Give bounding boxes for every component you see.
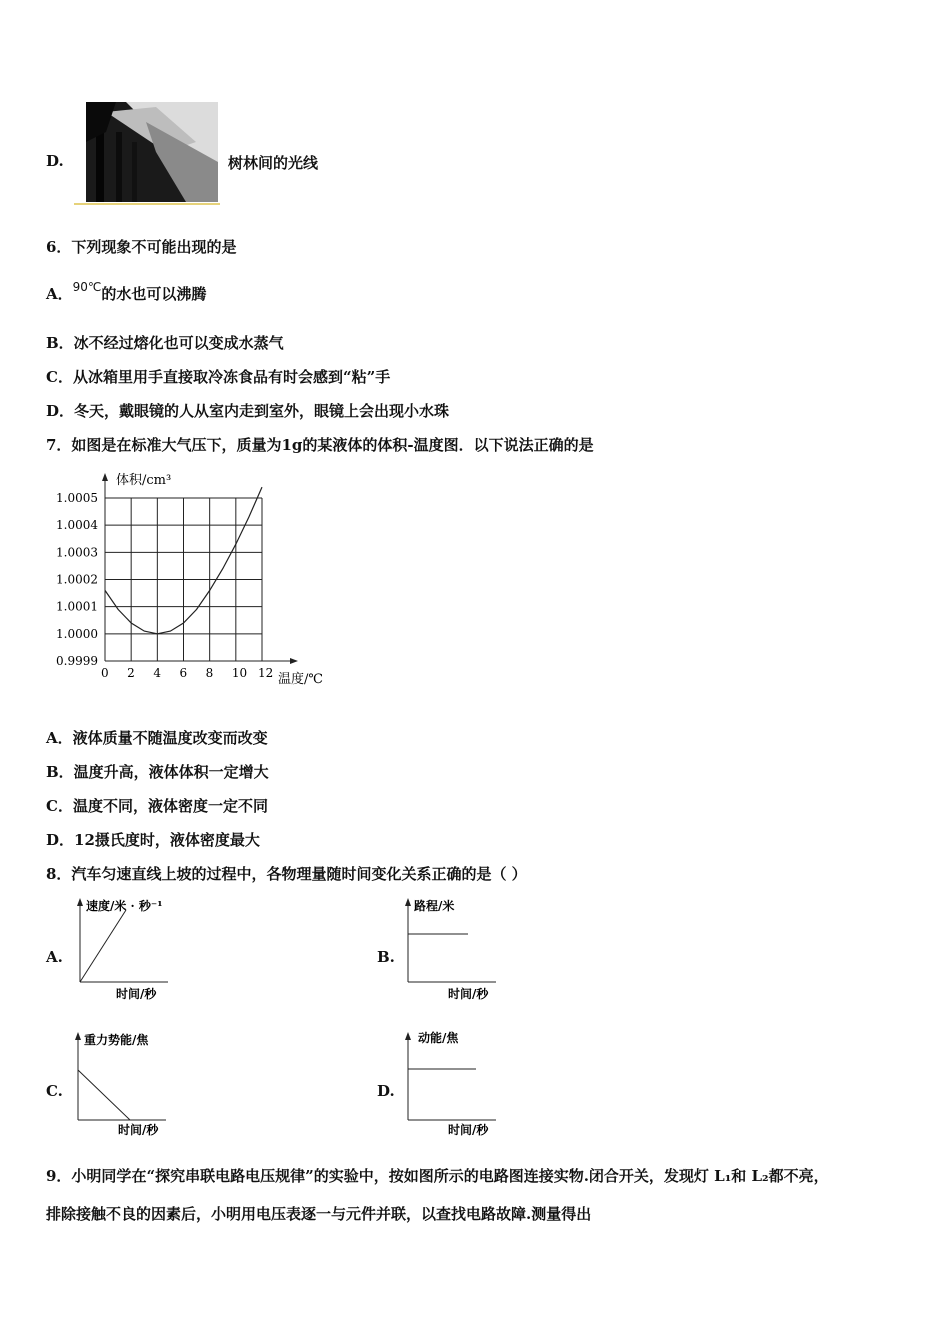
- q8-graph-a-line: [80, 910, 126, 982]
- q7-optD: D．12摄氏度时，液体密度最大: [46, 831, 260, 849]
- q8-graph-a: [70, 896, 210, 1006]
- x-axis-arrow: [290, 658, 298, 664]
- chart-ylabel: 体积/cm³: [116, 473, 172, 488]
- q8-stem: 8．汽车匀速直线上坡的过程中，各物理量随时间变化关系正确的是（ ）: [46, 865, 527, 883]
- q8-graph-c: [68, 1030, 208, 1140]
- q8-graph-d: [398, 1030, 538, 1140]
- q7-optA: A．液体质量不随温度改变而改变: [46, 729, 268, 747]
- q7-stem: 7．如图是在标准大气压下，质量为1g的某液体的体积-温度图．以下说法正确的是: [46, 436, 594, 454]
- q8-graphB-letter: B.: [377, 948, 395, 966]
- y-tick-label: 1.0000: [56, 626, 98, 641]
- y-tick-label: 1.0003: [56, 545, 98, 560]
- volume-temperature-chart: [50, 470, 340, 690]
- q8-graphA-letter: A.: [46, 948, 63, 966]
- q8-graph-b: [398, 896, 538, 1006]
- chart-xlabel: 温度/℃: [278, 672, 323, 687]
- q8-graph-b-xlabel: 时间/秒: [448, 987, 489, 1001]
- q9-line1: 9．小明同学在“探究串联电路电压规律”的实验中，按如图所示的电路图连接实物.闭合开关，发现灯 L₁和 L₂都不亮，: [46, 1167, 829, 1185]
- q8-graph-b-ylabel: 路程/米: [414, 899, 455, 913]
- q9-line2: 排除接触不良的因素后，小明用电压表逐一与元件并联，以查找电路故障.测量得出: [46, 1205, 592, 1223]
- q6-stem: 6．下列现象不可能出现的是: [46, 238, 237, 256]
- x-tick-label: 6: [179, 666, 188, 680]
- q8-graph-d-xlabel: 时间/秒: [448, 1123, 489, 1137]
- photo-underline: [74, 203, 220, 205]
- q8-graph-c-ylabel: 重力势能/焦: [84, 1033, 149, 1047]
- q8-graph-c-xlabel: 时间/秒: [118, 1123, 159, 1137]
- y-tick-label: 0.9999: [56, 654, 98, 668]
- q8-graph-a-ylabel: 速度/米 · 秒⁻¹: [86, 899, 163, 913]
- forest-light-photo: [86, 102, 218, 202]
- q5-optD-letter: D.: [46, 152, 64, 170]
- q6-optA-letter: A．: [46, 285, 73, 303]
- x-tick-label: 2: [127, 666, 135, 680]
- x-tick-label: 10: [231, 666, 248, 680]
- x-tick-label: 12: [258, 666, 274, 680]
- q6-optC: C．从冰箱里用手直接取冷冻食品有时会感到“粘”手: [46, 368, 391, 386]
- x-tick-label: 0: [101, 666, 109, 680]
- q6-optB: B．冰不经过熔化也可以变成水蒸气: [46, 334, 284, 352]
- y-axis-arrow: [102, 473, 108, 481]
- x-tick-label: 8: [205, 666, 214, 680]
- q6-optD: D．冬天，戴眼镜的人从室内走到室外，眼镜上会出现小水珠: [46, 402, 450, 420]
- q6-optA-text: 的水也可以沸腾: [101, 285, 207, 303]
- q8-graph-d-ylabel: 动能/焦: [418, 1031, 459, 1045]
- q6-optA-temp: 90℃: [72, 280, 102, 294]
- y-tick-label: 1.0002: [56, 572, 98, 587]
- q7-optC: C．温度不同，液体密度一定不同: [46, 797, 268, 815]
- x-tick-label: 4: [153, 666, 161, 680]
- q8-graph-a-xlabel: 时间/秒: [116, 987, 157, 1001]
- q6-optA: [46, 280, 207, 304]
- y-tick-label: 1.0001: [56, 599, 98, 614]
- q8-graphC-letter: C.: [46, 1082, 63, 1100]
- y-tick-label: 1.0005: [56, 491, 98, 505]
- y-tick-label: 1.0004: [56, 518, 98, 533]
- q7-optB: B．温度升高，液体体积一定增大: [46, 763, 269, 781]
- q8-graphD-letter: D.: [377, 1082, 395, 1100]
- q5-optD-text: 树林间的光线: [228, 154, 319, 172]
- q8-graph-c-line: [78, 1070, 130, 1120]
